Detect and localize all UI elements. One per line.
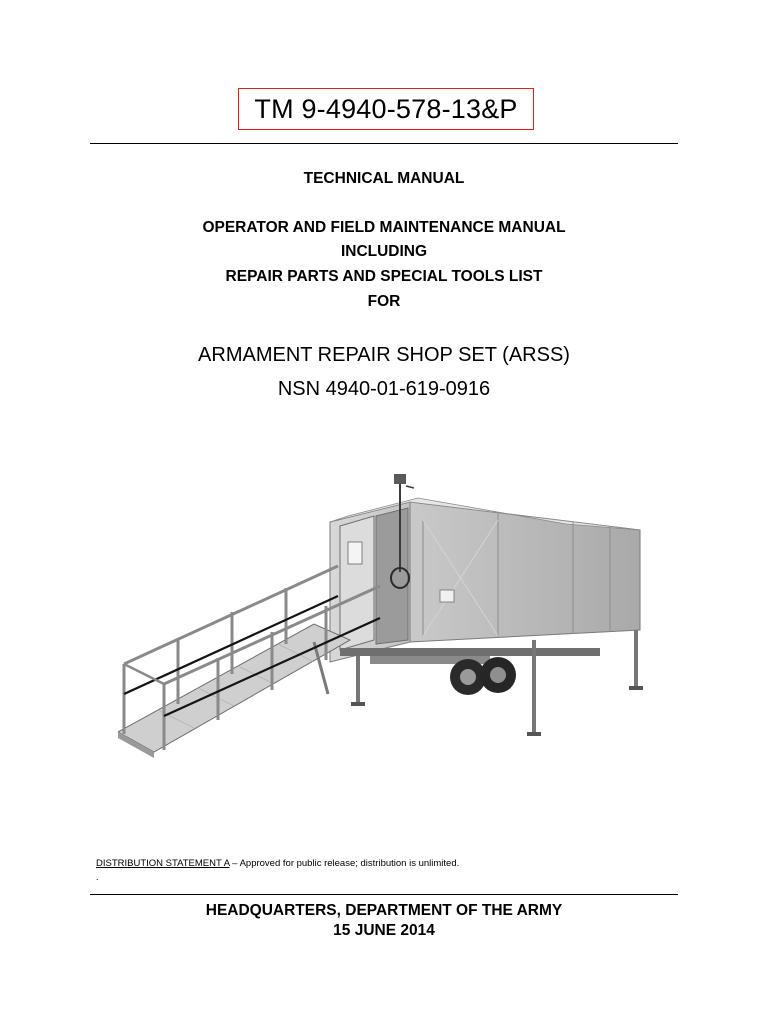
arss-shelter-photo: [118, 472, 658, 762]
title-line-3: REPAIR PARTS AND SPECIAL TOOLS LIST: [225, 268, 543, 285]
top-divider: [90, 143, 678, 144]
distribution-text: – Approved for public release; distribution is unlimited.: [229, 858, 460, 869]
publication-date: 15 JUNE 2014: [333, 922, 435, 939]
equipment-nsn: NSN 4940-01-619-0916: [277, 378, 491, 400]
tm-number-box: [238, 88, 534, 130]
tm-number: TM 9-4940-578-13&P: [254, 93, 518, 124]
manual-type: TECHNICAL MANUAL: [303, 170, 465, 187]
issuer: HEADQUARTERS, DEPARTMENT OF THE ARMY: [205, 902, 563, 919]
title-line-2: INCLUDING: [340, 243, 428, 260]
title-line-4: FOR: [367, 293, 401, 310]
stray-mark: .: [96, 872, 99, 882]
title-line-1: OPERATOR AND FIELD MAINTENANCE MANUAL: [202, 219, 566, 236]
equipment-name: ARMAMENT REPAIR SHOP SET (ARSS): [198, 344, 570, 366]
distribution-label: DISTRIBUTION STATEMENT A: [96, 858, 230, 869]
distribution-statement: [96, 858, 459, 869]
bottom-divider: [90, 894, 678, 895]
